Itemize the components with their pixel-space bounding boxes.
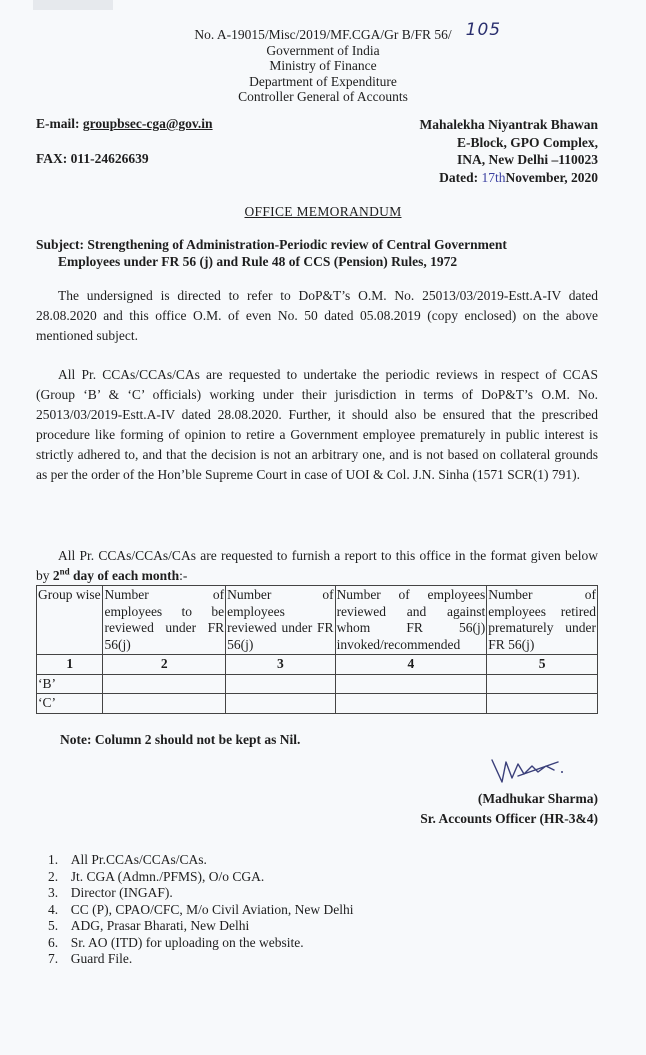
header-to-be-reviewed: Number of employees to be reviewed under FR 56(j) <box>103 586 226 655</box>
report-day-text: day of each month <box>69 568 180 583</box>
report-request-end: :- <box>179 568 188 583</box>
list-item <box>48 852 354 869</box>
subject-line-1: Subject: Strengthening of Administration-Periodic review of Central Government <box>36 237 507 252</box>
column-number: 3 <box>226 655 335 675</box>
report-day-suffix: nd <box>59 566 70 577</box>
address-line-3: INA, New Delhi –110023 <box>457 152 598 167</box>
list-text: Sr. AO (ITD) for uploading on the website. <box>70 934 304 950</box>
header-reviewed: Number of employees reviewed under FR 56(j) <box>226 586 335 655</box>
list-number: 7. <box>48 951 59 966</box>
column-number: 1 <box>37 655 103 675</box>
table-cell <box>226 694 335 714</box>
table-row <box>37 674 598 694</box>
table-cell <box>487 694 598 714</box>
signatory-name: (Madhukar Sharma) <box>477 791 598 806</box>
list-text: Guard File. <box>70 951 133 966</box>
scan-artifact <box>33 0 113 10</box>
list-item <box>48 885 354 902</box>
list-number: 6. <box>48 934 59 950</box>
column-number: 4 <box>335 655 487 675</box>
list-item <box>48 918 354 935</box>
list-number: 4. <box>48 901 59 917</box>
dated-day-handwritten: 17th <box>481 169 506 185</box>
handwritten-number: 105 <box>465 20 502 40</box>
org-line-ministry: Ministry of Finance <box>269 58 377 73</box>
list-text: ADG, Prasar Bharati, New Delhi <box>70 918 250 933</box>
address-block <box>398 116 598 186</box>
list-number: 3. <box>48 885 59 900</box>
report-day-number: 2 <box>52 568 60 583</box>
report-request-text: All Pr. CCAs/CCAs/CAs are requested to furnish a report to this office in the format given below by <box>36 548 598 583</box>
letterhead <box>0 20 646 105</box>
email-label: E-mail: <box>36 116 83 131</box>
signatory-block <box>360 789 598 829</box>
list-number: 1. <box>48 852 59 867</box>
paragraph-report-request <box>36 546 598 586</box>
dated-label: Dated: <box>439 169 482 185</box>
memo-title: OFFICE MEMORANDUM <box>244 204 402 219</box>
column-number-row <box>37 655 598 675</box>
list-text: Director (INGAF). <box>70 885 173 900</box>
list-item <box>48 951 354 968</box>
column-number: 2 <box>103 655 226 675</box>
fax-number: FAX: 011-24626639 <box>36 151 149 166</box>
list-item <box>48 869 354 886</box>
signature-icon <box>488 752 568 788</box>
list-text: CC (P), CPAO/CFC, M/o Civil Aviation, New Delhi <box>70 901 354 917</box>
email-link[interactable]: groupbsec-cga@gov.in <box>82 116 213 131</box>
group-cell: ‘C’ <box>37 694 103 714</box>
address-line-1: Mahalekha Niyantrak Bhawan <box>419 117 598 132</box>
distribution-list <box>48 852 354 968</box>
table-note: Note: Column 2 should not be kept as Nil. <box>60 732 301 747</box>
table-cell <box>487 674 598 694</box>
table-cell <box>226 674 335 694</box>
header-group-wise: Group wise <box>37 586 103 655</box>
column-number: 5 <box>487 655 598 675</box>
address-line-2: E-Block, GPO Complex, <box>457 134 598 150</box>
list-item <box>48 902 354 919</box>
list-text: Jt. CGA (Admn./PFMS), O/o CGA. <box>70 868 265 884</box>
list-number: 5. <box>48 918 59 933</box>
dated-month-year: November, 2020 <box>505 169 598 185</box>
header-retired: Number of employees retired prematurely under FR 56(j) <box>487 586 598 655</box>
table-header-row <box>37 586 598 655</box>
list-number: 2. <box>48 868 59 884</box>
org-line-office: Controller General of Accounts <box>238 89 408 104</box>
dated-line <box>398 169 598 187</box>
table-cell <box>335 674 487 694</box>
org-line-department: Department of Expenditure <box>249 73 397 89</box>
list-text: All Pr.CCAs/CCAs/CAs. <box>70 852 207 867</box>
table-cell <box>335 694 487 714</box>
signatory-designation: Sr. Accounts Officer (HR-3&4) <box>420 811 598 826</box>
report-format-table <box>36 585 598 714</box>
paragraph-instructions: All Pr. CCAs/CCAs/CAs are requested to undertake the periodic reviews in respect of CCAS (Group ‘B’ & ‘C’ officials) working under their jurisdiction in terms of DoP&T’s O.M. No. 25013/03/2019-Estt.A-IV dated 28.08.2020. Further, it should also be ensured that the prescribed procedure like forming of opinion to retire a Government employee prematurely in public interest is strictly adhered to, and that the decision is not an arbitrary one, and is not based on collateral grounds as per the order of the Hon’ble Supreme Court in case of UOI & Col. J.N. Sinha (1571 SCR(1) 791). <box>36 367 598 482</box>
org-line-government: Government of India <box>266 42 380 58</box>
list-item <box>48 935 354 952</box>
reference-number: No. A-19015/Misc/2019/MF.CGA/Gr B/FR 56/ <box>194 27 452 42</box>
table-cell <box>103 694 226 714</box>
table-row <box>37 694 598 714</box>
table-cell <box>103 674 226 694</box>
subject-line-2: Employees under FR 56 (j) and Rule 48 of CCS (Pension) Rules, 1972 <box>58 254 458 269</box>
header-invoked: Number of employees reviewed and against whom FR 56(j) invoked/recommended <box>335 586 487 655</box>
paragraph-reference: The undersigned is directed to refer to DoP&T’s O.M. No. 25013/03/2019-Estt.A-IV dated 28.08.2020 and this office O.M. of even No. 50 dated 05.08.2019 (copy enclosed) on the above mentioned subject. <box>36 288 598 343</box>
group-cell: ‘B’ <box>37 674 103 694</box>
subject <box>36 236 598 270</box>
email-row <box>36 116 213 132</box>
